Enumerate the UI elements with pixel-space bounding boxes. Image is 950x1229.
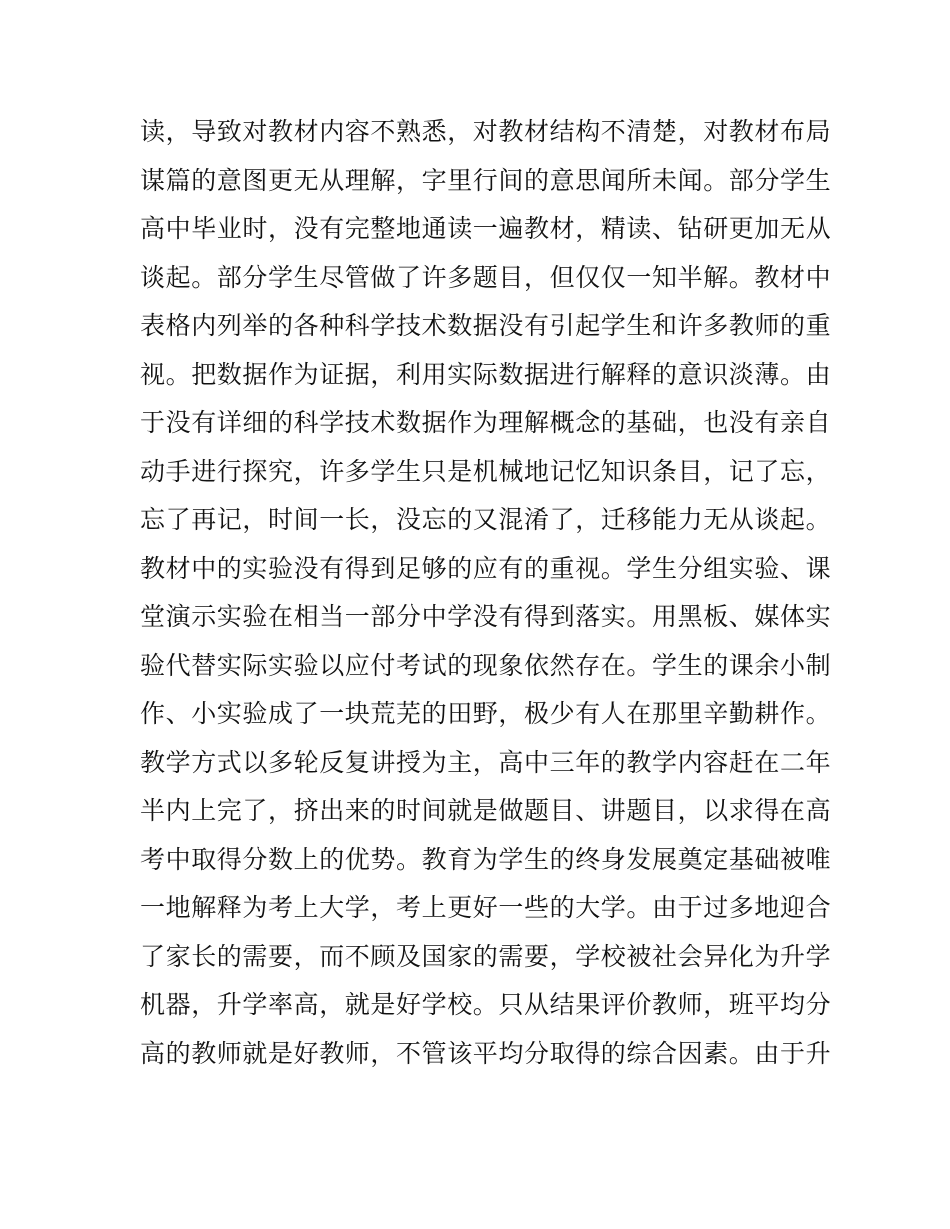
text-line: 教材中的实验没有得到足够的应有的重视。学生分组实验、课 bbox=[140, 553, 832, 583]
text-line: 堂演示实验在相当一部分中学没有得到落实。用黑板、媒体实 bbox=[140, 602, 832, 631]
text-line: 视。把数据作为证据，利用实际数据进行解释的意识淡薄。由 bbox=[140, 359, 832, 389]
text-line: 考中取得分数上的优势。教育为学生的终身发展奠定基础被唯 bbox=[140, 844, 832, 874]
text-line: 读，导致对教材内容不熟悉，对教材结构不清楚，对教材布局 bbox=[140, 117, 832, 146]
body-text bbox=[140, 108, 832, 1078]
text-line: 机器，升学率高，就是好学校。只从结果评价教师，班平均分 bbox=[140, 990, 832, 1019]
text-line: 动手进行探究，许多学生只是机械地记忆知识条目，记了忘， bbox=[140, 456, 832, 486]
text-line: 教学方式以多轮反复讲授为主，高中三年的教学内容赶在二年 bbox=[140, 747, 832, 777]
text-line: 了家长的需要，而不顾及国家的需要，学校被社会异化为升学 bbox=[140, 941, 832, 971]
text-line: 忘了再记，时间一长，没忘的又混淆了，迁移能力无从谈起。 bbox=[140, 505, 832, 534]
text-line: 高中毕业时，没有完整地通读一遍教材，精读、钻研更加无从 bbox=[140, 214, 832, 243]
text-line: 一地解释为考上大学，考上更好一些的大学。由于过多地迎合 bbox=[140, 893, 832, 922]
text-line: 谈起。部分学生尽管做了许多题目，但仅仅一知半解。教材中 bbox=[140, 262, 832, 292]
text-line: 谋篇的意图更无从理解，字里行间的意思闻所未闻。部分学生 bbox=[140, 165, 832, 195]
text-line: 作、小实验成了一块荒芜的田野，极少有人在那里辛勤耕作。 bbox=[140, 699, 832, 728]
text-line: 验代替实际实验以应付考试的现象依然存在。学生的课余小制 bbox=[140, 650, 832, 680]
text-line: 于没有详细的科学技术数据作为理解概念的基础，也没有亲自 bbox=[140, 408, 832, 437]
text-line: 表格内列举的各种科学技术数据没有引起学生和许多教师的重 bbox=[140, 311, 832, 340]
text-line: 高的教师就是好教师，不管该平均分取得的综合因素。由于升 bbox=[140, 1038, 832, 1068]
text-line: 半内上完了，挤出来的时间就是做题目、讲题目，以求得在高 bbox=[140, 796, 832, 825]
